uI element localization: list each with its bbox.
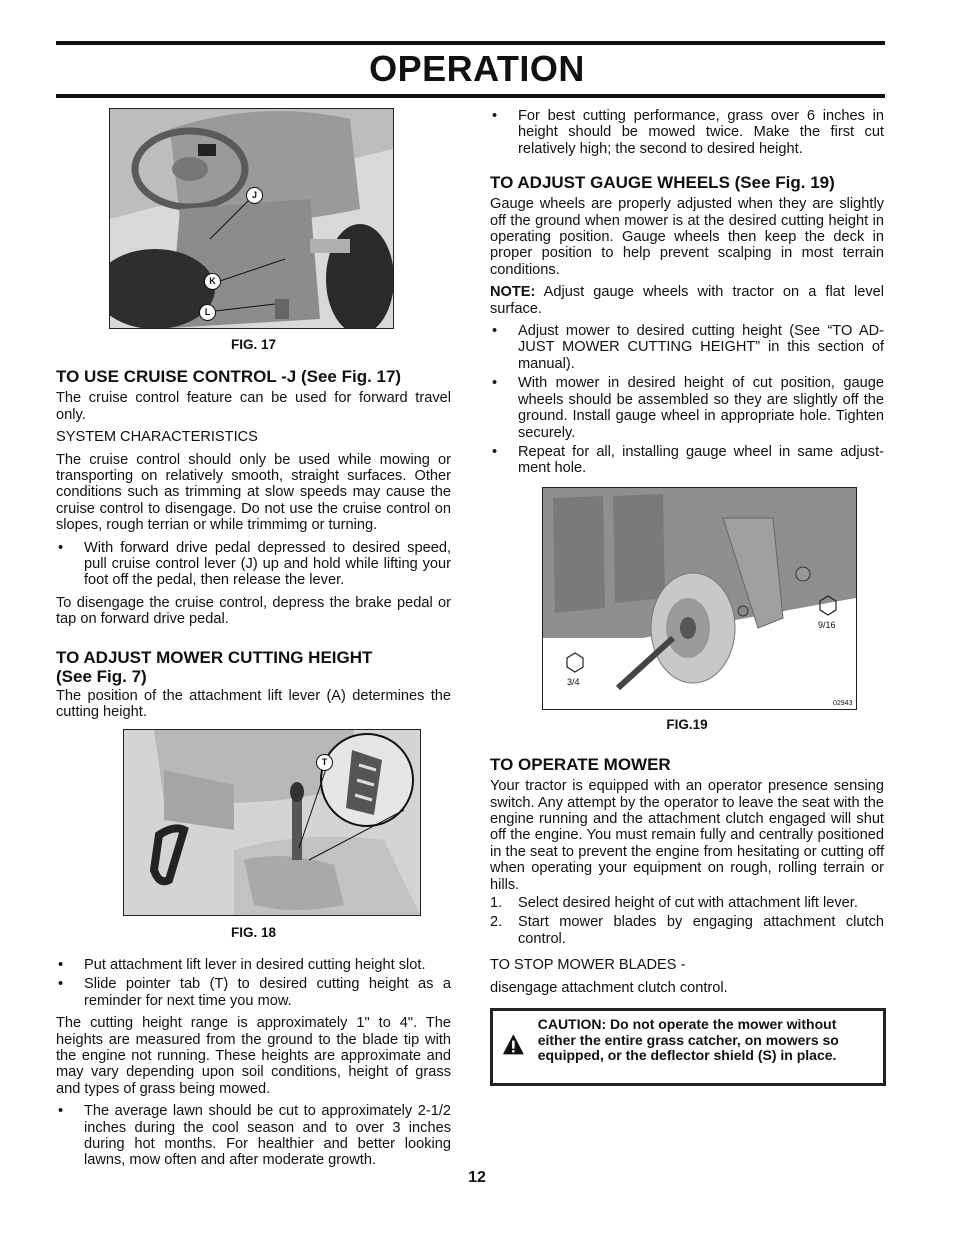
wrench-size-34: 3/4 (567, 676, 580, 687)
gauge-note (490, 284, 884, 317)
callout-k (204, 273, 221, 290)
figure-17-caption: FIG. 17 (230, 337, 276, 352)
callout-k-label: K (209, 276, 216, 286)
operate-step-2-text: Start mower blades by engaging attachment clutch control. (518, 914, 884, 947)
lift-bullet-1: • Put attachment lift lever in desired cutting height slot. (56, 957, 451, 973)
figure-18-illustration (124, 730, 420, 915)
cruise-p3: The cruise control should only be used while mowing or transporting on relatively smooth, straight surfaces. Other conditions such as trimming at slow speeds may cause the cruise control to disengage. Do not use the cruise control on slopes, rough terrian or while trimmimg or turning. (56, 451, 451, 534)
caution-box (490, 1008, 886, 1086)
header-rule-bottom (56, 94, 885, 98)
height-heading-line1: TO ADJUST MOWER CUTTING HEIGHT (56, 647, 373, 667)
stop-blades-text: disengage attachment clutch control. (490, 979, 728, 996)
callout-j (246, 187, 263, 204)
lift-bullet-2: • Slide pointer tab (T) to desired cutting height as a reminder for next time you mow. (56, 976, 451, 1009)
right-column (490, 108, 884, 1086)
callout-t-label: T (321, 756, 328, 767)
operate-step-2 (490, 914, 884, 947)
gauge-bullets (490, 323, 884, 477)
cruise-heading: TO USE CRUISE CONTROL -J (See Fig. 17) (56, 367, 402, 387)
lift-lever-bullets (56, 957, 451, 1009)
operate-step-1-num: 1. (490, 894, 503, 911)
stop-blades-heading: TO STOP MOWER BLADES - (490, 957, 686, 974)
cruise-system-characteristics: SYSTEM CHARACTERISTICS (56, 429, 258, 446)
gauge-bullet-1: • Adjust mower to desired cutting height (See “TO AD-JUST MOWER CUTTING HEIGHT” in this section of manual). (490, 323, 884, 372)
left-column (56, 108, 451, 1175)
gauge-p1: Gauge wheels are properly adjusted when they are slightly off the ground when mower is at the desired cutting height in operating position. Gauge wheels then keep the deck in proper position to help prevent scalping in most terrain conditions. (490, 196, 884, 278)
figure-19-illustration (543, 488, 856, 709)
callout-j-label: J (251, 190, 257, 200)
figure-18-caption: FIG. 18 (230, 924, 276, 940)
height-heading-line2: (See Fig. 7) (56, 666, 147, 686)
cruise-bullet-1: • With forward drive pedal depressed to desired speed, pull cruise control lever (J) up and hold while lifting your foot off the pedal, then release the lever. (56, 540, 451, 589)
callout-l (199, 304, 216, 321)
operate-step-2-num: 2. (490, 914, 503, 931)
mow-twice-bullet: • For best cutting performance, grass over 6 inches in height should be mowed twice. Make the first cut relatively high; the second to desired height. (490, 108, 884, 157)
lawn-bullets (56, 1103, 451, 1169)
height-p1: The position of the attachment lift lever (A) determines the cutting height. (56, 687, 451, 721)
figure-17-cruise-control (109, 108, 394, 329)
wrench-size-916: 9/16 (818, 619, 836, 630)
figure-19-caption: FIG.19 (666, 716, 708, 732)
operate-heading: TO OPERATE MOWER (490, 755, 671, 775)
page-title: OPERATION (369, 48, 585, 89)
figure-code: 02943 (833, 699, 853, 707)
gauge-note-text: Adjust gauge wheels with tractor on a flat level surface. (490, 284, 884, 317)
figure-19-gauge-wheel (542, 487, 857, 710)
caution-text: CAUTION: Do not operate the mower without either the entire grass catcher, on mowers so equipped, or the deflector shield (S) in place. (537, 1016, 839, 1063)
operate-step-1 (490, 895, 884, 911)
operate-step-1-text: Select desired height of cut with attachment lift lever. (518, 894, 858, 911)
figure-17-illustration (110, 109, 393, 328)
operate-steps (490, 895, 884, 947)
gauge-bullet-2: • With mower in desired height of cut position, gauge wheels should be assembled so they are slightly off the ground. Install gauge wheel in appropriate hole. Tighten securely. (490, 375, 884, 441)
gauge-heading: TO ADJUST GAUGE WHEELS (See Fig. 19) (490, 173, 835, 193)
gauge-bullet-3: • Repeat for all, installing gauge wheel in same adjust-ment hole. (490, 444, 884, 477)
warning-triangle-icon (503, 1017, 524, 1073)
callout-t (316, 754, 333, 771)
header-rule-top (56, 41, 885, 45)
cruise-p1: The cruise control feature can be used for forward travel only. (56, 390, 451, 423)
mow-twice-bullets (490, 108, 884, 157)
figure-18-lift-lever (123, 729, 421, 916)
callout-l-label: L (204, 307, 211, 317)
height-heading (56, 648, 451, 686)
lawn-bullet-1: • The average lawn should be cut to approximately 2-1/2 inches during the cool season and to over 3 inches during hot months. For healthier and better looking lawns, mow often and after moderate growth. (56, 1103, 451, 1169)
cruise-p4: To disengage the cruise control, depress the brake pedal or tap on forward drive pedal. (56, 594, 451, 628)
operate-p1: Your tractor is equipped with an operator presence sensing switch. Any attempt by the operator to leave the seat with the engine running and the attachment clutch engaged will shut off the engine. You must remain fully and centrally positioned in the seat to prevent the engine from hesitating or cutting off when operating your equipment on rough, rolling terrain or hills. (490, 778, 884, 893)
height-range-paragraph: The cutting height range is approximately 1" to 4". The heights are measured from the ground to the blade tip with the engine not running. These heights are approximate and may vary depending upon soil conditions, height of grass and types of grass being mowed. (56, 1015, 451, 1097)
cruise-bullets (56, 540, 451, 589)
page-number: 12 (468, 1169, 486, 1186)
gauge-note-label: NOTE: (490, 284, 536, 301)
